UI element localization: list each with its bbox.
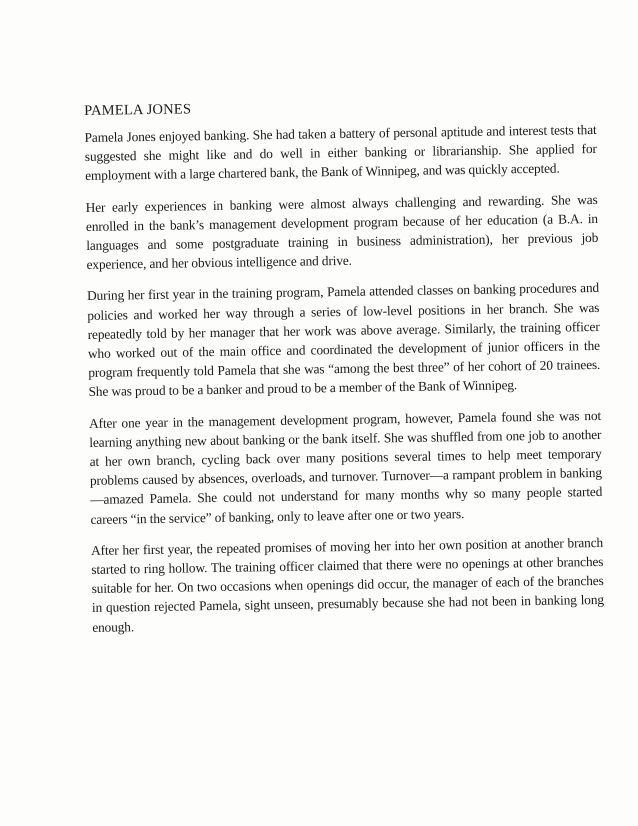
paragraph-5: After her first year, the repeated promises of moving her into her own position at another branch started to ring hollow. The training officer claimed that there were no openings at other branches suitable for her. On two occasions when openings did occur, the manager of each of the branches in question rejected Pamela, sight unseen, presumably because she had not been in banking long enough. (90, 534, 605, 635)
paragraph-3: During her first year in the training program, Pamela attended classes on banking procedures and policies and worked her way through a series of low-level positions in her branch. She was repeatedly told by her manager that her work was above average. Similarly, the training officer who worked out of the main office and coordinated the development of junior officers in the program frequently told Pamela that she was “among the best three” of her cohort of 20 trainees. She was proud to be a banker and proud to be a member of the Bank of Winnipeg. (86, 280, 601, 400)
paragraph-1: Pamela Jones enjoyed banking. She had taken a battery of personal aptitude and interest tests that suggested she might like and do well in either banking or librarianship. She applied for employment with a large chartered bank, the Bank of Winnipeg, and was quickly accepted. (84, 121, 597, 184)
paragraph-4: After one year in the management development program, however, Pamela found she was not learning anything new about banking or the bank itself. She was shuffled from one job to another at her own branch, cycling back over many positions several times to help meet temporary problems caused by absences, overloads, and turnover. Turnover—a rampant problem in banking—amazed Pamela. She could not understand for many months why so many people started careers “in the service” of banking, only to leave after one or two years. (88, 407, 603, 527)
document-body (84, 94, 605, 649)
paragraph-2: Her early experiences in banking were almost always challenging and rewarding. She was enrolled in the bank’s management development program because of her education (a B.A. in languages and some postgraduate training in business administration), her previous job experience, and her obvious intelligence and drive. (85, 191, 599, 273)
case-title: PAMELA JONES (84, 101, 192, 119)
